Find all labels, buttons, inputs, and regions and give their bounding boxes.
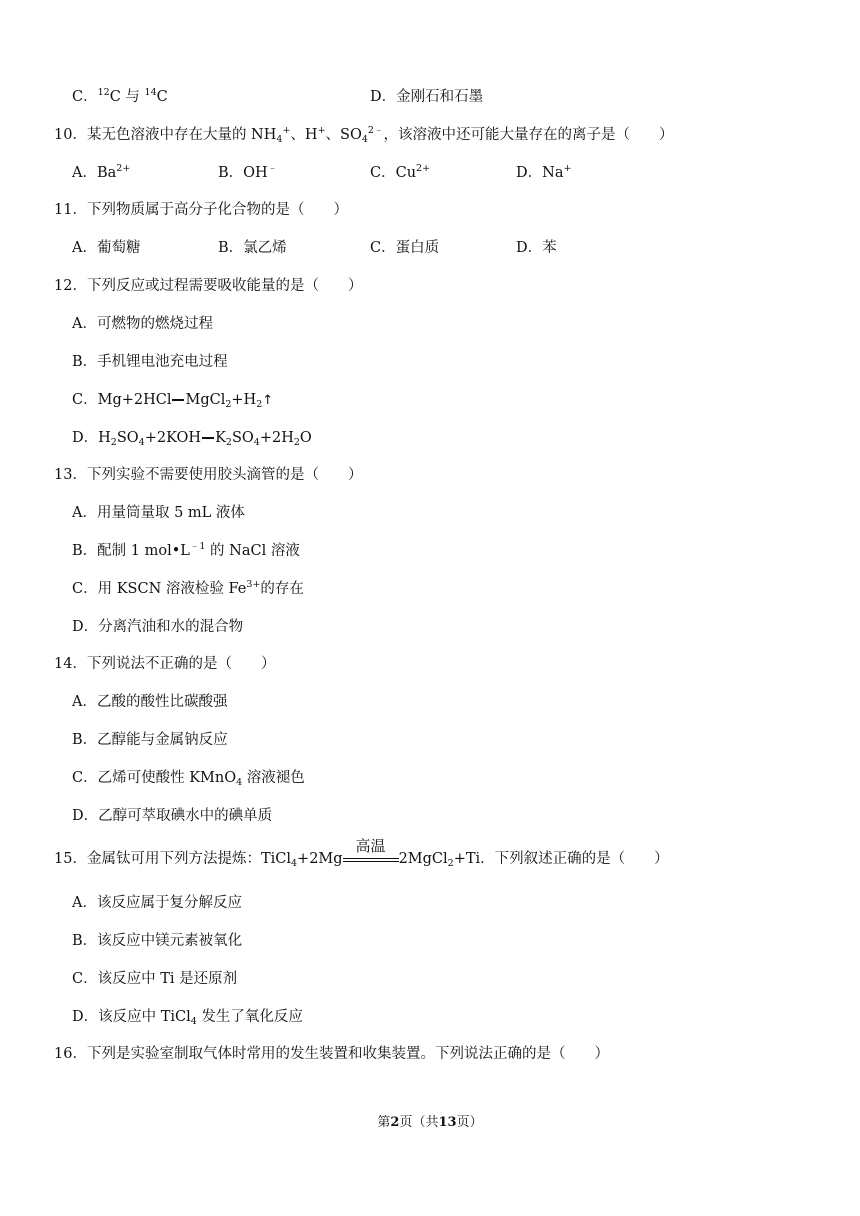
q10-option-d: D．Na+ bbox=[516, 163, 572, 181]
gas-arrow-icon: ↑ bbox=[262, 393, 274, 408]
q13-option-d: D．分离汽油和水的混合物 bbox=[72, 619, 244, 635]
q9-option-d: D．金刚石和石墨 bbox=[370, 89, 484, 105]
q10-option-c: C．$Cu^{2+}$ bbox=[370, 163, 431, 181]
page-number: 2 bbox=[390, 1115, 400, 1130]
q12-option-b: B．手机锂电池充电过程 bbox=[72, 354, 228, 370]
q13-stem: 13．下列实验不需要使用胶头滴管的是（ ） bbox=[54, 467, 363, 483]
page-total: 13 bbox=[438, 1115, 457, 1130]
q13-option-c: C．用 KSCN 溶液检验 $Fe^{3+}$的存在 bbox=[72, 579, 304, 597]
q10-option-b: B．OH﹣ bbox=[218, 163, 278, 181]
q13-option-a: A．用量筒量取 5 mL 液体 bbox=[72, 505, 245, 521]
q12-stem: 12．下列反应或过程需要吸收能量的是（ ） bbox=[54, 278, 363, 294]
q15-option-c: C．该反应中 Ti 是还原剂 bbox=[72, 971, 238, 987]
reaction-condition: 高温 bbox=[343, 849, 399, 869]
q10-stem: 10．某无色溶液中存在大量的 $NH_4^+$、H+、$SO_4^{2﹣}$，该溶液中还可能大量存在的离子是（ ） bbox=[54, 125, 674, 145]
q14-option-b: B．乙醇能与金属钠反应 bbox=[72, 732, 228, 748]
q9-option-c: C．$^{12}$C 与 $^{14}$C bbox=[72, 87, 168, 105]
q10-option-a: A．$Ba^{2+}$ bbox=[72, 163, 131, 181]
q15-option-a: A．该反应属于复分解反应 bbox=[72, 895, 242, 911]
q14-option-d: D．乙醇可萃取碘水中的碘单质 bbox=[72, 808, 273, 824]
q11-stem: 11．下列物质属于高分子化合物的是（ ） bbox=[54, 202, 348, 218]
equals-bar-icon bbox=[172, 399, 184, 401]
q12-option-d: D．$H_2SO_4+2KOH$ $K_2SO_4+2H_2O$ bbox=[72, 430, 312, 448]
page-footer: 第2页（共13页） bbox=[377, 1115, 483, 1130]
q13-option-b: B．配制 1 $mol•L^{﹣1}$ 的 NaCl 溶液 bbox=[72, 541, 300, 559]
q12-option-a: A．可燃物的燃烧过程 bbox=[72, 316, 213, 332]
q15-option-b: B．该反应中镁元素被氧化 bbox=[72, 933, 243, 949]
q11-option-a: A．葡萄糖 bbox=[72, 240, 141, 256]
q15-option-d: D．该反应中 TiCl$_4$ 发生了氧化反应 bbox=[72, 1009, 303, 1027]
q11-option-d: D．苯 bbox=[516, 240, 557, 256]
q16-stem: 16．下列是实验室制取气体时常用的发生装置和收集装置。下列说法正确的是（ ） bbox=[54, 1046, 609, 1062]
q12-option-c: C．Mg+2HCl $MgCl_2+H_2↑$ bbox=[72, 392, 274, 410]
q14-option-c: C．乙烯可使酸性 KMnO$_4$ 溶液褪色 bbox=[72, 770, 305, 788]
q14-option-a: A．乙酸的酸性比碳酸强 bbox=[72, 694, 228, 710]
equals-bar-icon bbox=[202, 437, 214, 439]
q11-option-b: B．氯乙烯 bbox=[218, 240, 287, 256]
q11-option-c: C．蛋白质 bbox=[370, 240, 440, 256]
q14-stem: 14．下列说法不正确的是（ ） bbox=[54, 656, 276, 672]
q15-stem: 15．金属钛可用下列方法提炼：TiCl$_4$+2Mg 高温 2MgCl$_2$+Ti．下列叙述正确的是（ ） bbox=[54, 837, 669, 869]
